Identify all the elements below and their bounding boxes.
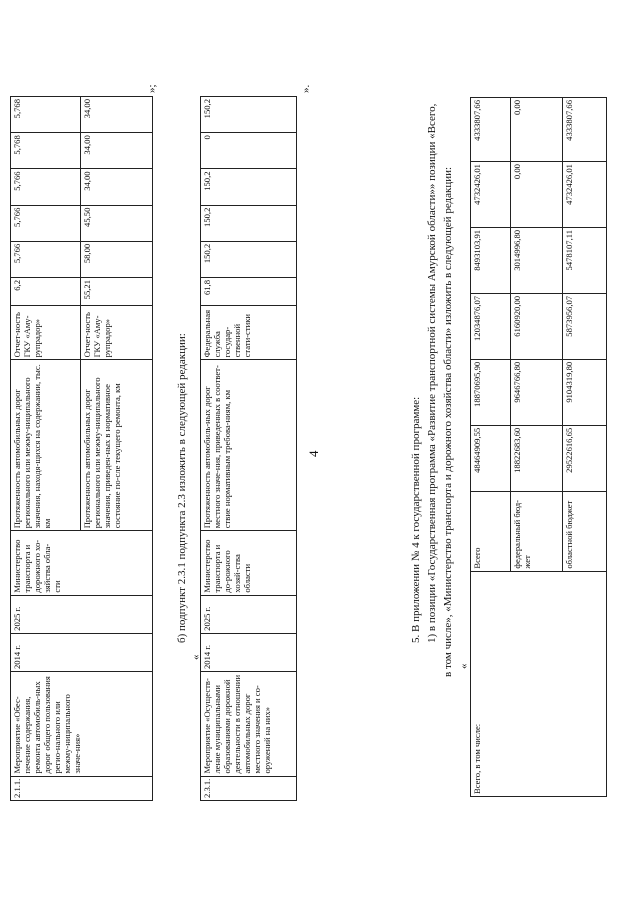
budget-value: 18822683,60 [511, 425, 563, 491]
paragraph-b: б) подпункт 2.3.1 подпункта 2.3 изложить в следующей редакции: [176, 333, 188, 643]
budget-table [470, 97, 607, 797]
indicator: Протяженность автомобильных дорог регионального или межму-ниципального значения, находя-щихся на содержании, тыс. км [11, 360, 81, 531]
budget-value: 5478107,11 [563, 227, 607, 293]
value-cell: 150,2 [201, 169, 297, 205]
value-cell: 0 [201, 133, 297, 169]
budget-value: 9646766,80 [511, 359, 563, 425]
budget-row-name: Всего [471, 491, 511, 571]
budget-value: 4732426,01 [563, 162, 607, 228]
budget-value: 6160920,00 [511, 293, 563, 359]
start-year: 2014 г. [11, 633, 153, 671]
page-number: 4 [306, 450, 321, 457]
value-cell: 150,2 [201, 241, 297, 277]
opening-quote: « [458, 663, 470, 669]
budget-value: 29522616,65 [563, 425, 607, 491]
executor: Министерство транспорта и дорожного хо-зяйства обла-сти [11, 531, 153, 595]
event-name: Мероприятие «Осуществ-ление муниципальными образованиями дорожной деятельности в отношении автомобильных дорог местного значения и со-оружений на них» [201, 672, 297, 777]
value-cell: 5,768 [11, 97, 81, 133]
budget-value: 4732426,01 [471, 162, 511, 228]
budget-row-name: федеральный бюд-жет [511, 491, 563, 571]
data-source: Отчет-ность ГКУ «Аму-рупрадор» [81, 306, 153, 360]
budget-value: 0,00 [511, 98, 563, 162]
value-cell: 5,766 [11, 241, 81, 277]
value-cell: 34,00 [81, 133, 153, 169]
budget-value: 18870695,90 [471, 359, 511, 425]
value-cell: 45,50 [81, 205, 153, 241]
table-row [471, 98, 511, 797]
row-number: 2.3.1. [201, 776, 297, 800]
budget-row-name: областной бюджет [563, 491, 607, 571]
paragraph-1-line2: в том числе», «Министерство транспорта и дорожного хозяйства области» изложить в следующей редакции: [442, 166, 454, 677]
table-row [201, 97, 297, 801]
value-cell: 58,00 [81, 241, 153, 277]
end-year: 2025 г. [11, 595, 153, 633]
value-cell: 5,766 [11, 205, 81, 241]
indicator: Протяженность автомобиль-ных дорог местного значе-ния, приведенных в соответ-ствие нормативным требова-ниям, км [201, 360, 297, 531]
value-cell: 34,00 [81, 97, 153, 133]
value-cell: 150,2 [201, 97, 297, 133]
budget-value: 4333807,66 [563, 98, 607, 162]
value-cell: 5,766 [11, 169, 81, 205]
value-cell: 6,2 [11, 278, 81, 306]
budget-value: 9104319,80 [563, 359, 607, 425]
value-cell: 61,8 [201, 278, 297, 306]
budget-value: 12034876,07 [471, 293, 511, 359]
start-year: 2014 г. [201, 633, 297, 671]
executor: Министерство транспорта и до-рожного хозяй-ства области [201, 531, 297, 595]
closing-quote: »; [146, 84, 158, 93]
indicator: Протяженность автомобильных дорог регионального или межму-ниципального значения, приведен-ных в нормативное состояние по-сле текущего ремонта, км [81, 360, 153, 531]
budget-value: 4333807,66 [471, 98, 511, 162]
event-name: Мероприятие «Обес-печение содержания, ремонта автомобиль-ных дорог общего пользования регио-нального или межму-ниципального значе-ния» [11, 672, 153, 777]
row-number: 2.1.1. [11, 776, 153, 800]
budget-value: 3014996,80 [511, 227, 563, 293]
paragraph-5: 5. В приложении № 4 к государственной программе: [410, 396, 422, 643]
value-cell: 5,768 [11, 133, 81, 169]
value-cell: 55,21 [81, 278, 153, 306]
table-row [11, 97, 81, 801]
budget-value: 5873956,07 [563, 293, 607, 359]
measures-table-2-1-1 [10, 96, 153, 801]
measures-table-2-3-1 [200, 96, 297, 801]
budget-value: 48464909,55 [471, 425, 511, 491]
budget-value: 8493103,91 [471, 227, 511, 293]
end-year: 2025 г. [201, 595, 297, 633]
value-cell: 34,00 [81, 169, 153, 205]
opening-quote: « [190, 654, 202, 660]
paragraph-1-line1: 1) в позиции «Государственная программа «Развитие транспортной системы Амурской области»» позиции «Всего, [426, 103, 438, 643]
budget-value: 0,00 [511, 162, 563, 228]
closing-quote: ». [300, 84, 312, 93]
value-cell: 150,2 [201, 205, 297, 241]
budget-total-label: Всего, в том числе: [471, 571, 607, 796]
data-source: Федеральная служба государ-ственной стати-стики [201, 306, 297, 360]
data-source: Отчет-ность ГКУ «Аму-рупрадор» [11, 306, 81, 360]
